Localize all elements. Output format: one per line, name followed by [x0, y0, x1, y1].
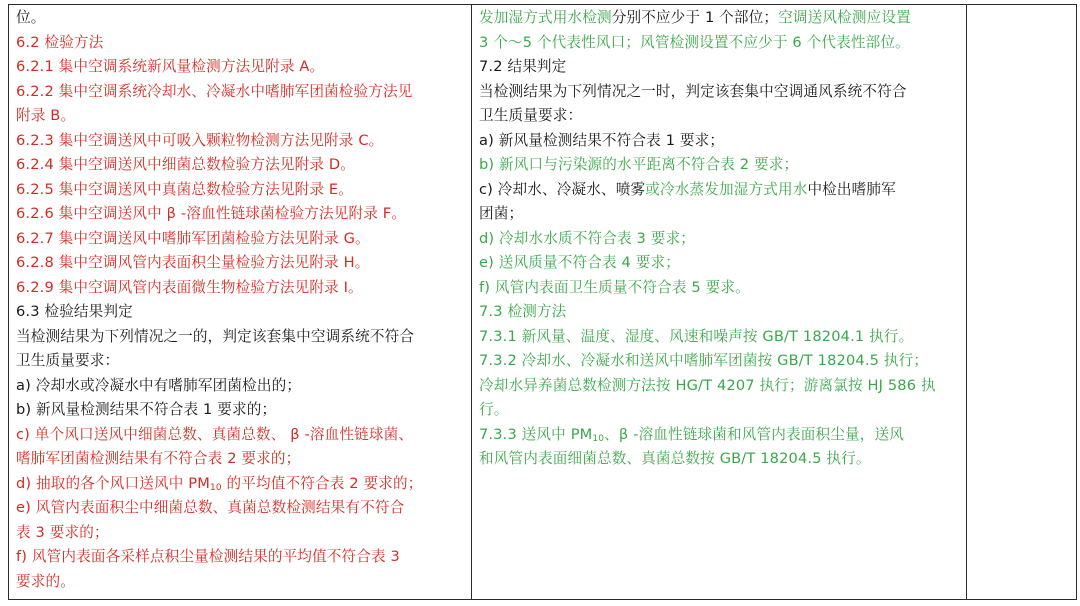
text-line: a) 冷却水或冷凝水中有嗜肺军团菌检出的； [16, 376, 302, 394]
text-line: c) 单个风口送风中细菌总数、真菌总数、 β -溶血性链球菌、 [16, 425, 414, 443]
right-column-cell [967, 5, 1077, 600]
text-line: 6.3 检验结果判定 [16, 303, 133, 320]
text-segment: 或冷水蒸发加湿方式用水 [645, 180, 808, 198]
text-line: 7.3 检测方法 [479, 303, 567, 320]
text-line: 6.2.8 集中空调风管内表面积尘量检验方法见附录 H。 [16, 254, 370, 271]
text-segment: 空调送风检测应设置 [778, 9, 911, 26]
text-line: b) 新风口与污染源的水平距离不符合表 2 要求； [479, 156, 799, 173]
text-line: 6.2.9 集中空调风管内表面微生物检验方法见附录 I。 [16, 278, 363, 296]
text-line: 卫生质量要求： [16, 352, 120, 369]
text-segment: d) 抽取的各个风口送风中 PM [16, 474, 210, 492]
text-line: 6.2 检验方法 [16, 33, 104, 51]
middle-column-cell [472, 5, 967, 600]
subscript: 10 [209, 482, 222, 493]
text-line: f) 风管内表面各采样点积尘量检测结果的平均值不符合表 3 [16, 548, 400, 565]
text-line: 位。 [16, 9, 46, 26]
text-line: e) 风管内表面积尘中细菌总数、真菌总数检测结果有不符合 [16, 499, 405, 516]
text-line: 6.2.1 集中空调系统新风量检测方法见附录 A。 [16, 58, 325, 75]
text-line: 当检测结果为下列情况之一的，判定该套集中空调系统不符合 [16, 327, 415, 345]
text-line [479, 423, 960, 448]
comparison-table [8, 4, 1077, 600]
text-line: 6.2.3 集中空调送风中可吸入颗粒物检测方法见附录 C。 [16, 131, 384, 149]
text-line: 7.3.2 冷却水、冷凝水和送风中嗜肺军团菌按 GB/T 18204.5 执行； [479, 352, 929, 369]
table-row [9, 5, 1077, 600]
text-line: 6.2.2 集中空调系统冷却水、冷凝水中嗜肺军团菌检验方法见 [16, 82, 413, 100]
text-line: 团菌； [479, 205, 524, 222]
text-segment: 的平均值不符合表 2 要求的； [221, 474, 423, 492]
text-line: 7.3.1 新风量、温度、湿度、风速和噪声按 GB/T 18204.1 执行。 [479, 327, 914, 345]
text-line: 6.2.7 集中空调送风中嗜肺军团菌检验方法见附录 G。 [16, 229, 370, 247]
text-line [16, 472, 465, 497]
text-line: 要求的。 [16, 572, 75, 590]
left-column-cell [9, 5, 472, 600]
text-line: b) 新风量检测结果不符合表 1 要求的； [16, 401, 277, 418]
text-segment: 7.3.3 送风中 PM [479, 425, 593, 443]
text-line: 3 个～5 个代表性风口；风管检测设置不应少于 6 个代表性部位。 [479, 33, 910, 51]
text-segment: 中检出嗜肺军 [807, 180, 896, 198]
text-line: d) 冷却水水质不符合表 3 要求； [479, 229, 695, 247]
text-line: e) 送风质量不符合表 4 要求； [479, 254, 680, 271]
text-line: f) 风管内表面卫生质量不符合表 5 要求。 [479, 278, 750, 296]
text-line: 卫生质量要求： [479, 107, 583, 124]
text-line: 6.2.6 集中空调送风中 β -溶血性链球菌检验方法见附录 F。 [16, 205, 407, 222]
text-line: 嗜肺军团菌检测结果有不符合表 2 要求的； [16, 450, 301, 467]
text-segment: 、β -溶血性链球菌和风管内表面积尘量，送风 [604, 425, 904, 443]
text-line [479, 178, 960, 203]
text-segment: 发加湿方式用水检测 [479, 9, 612, 26]
text-line: 行。 [479, 401, 509, 418]
text-line: 6.2.5 集中空调送风中真菌总数检验方法见附录 E。 [16, 180, 353, 198]
text-line: 6.2.4 集中空调送风中细菌总数检验方法见附录 D。 [16, 156, 355, 173]
text-line: 7.2 结果判定 [479, 58, 567, 75]
text-line: a) 新风量检测结果不符合表 1 要求； [479, 131, 725, 149]
text-line: 冷却水异养菌总数检测方法按 HG/T 4207 执行；游离氯按 HJ 586 执 [479, 376, 936, 394]
text-line: 附录 B。 [16, 107, 76, 124]
text-line: 当检测结果为下列情况之一时，判定该套集中空调通风系统不符合 [479, 82, 907, 100]
text-line [479, 6, 960, 31]
text-segment: c) 冷却水、冷凝水、喷雾 [479, 180, 646, 198]
text-line: 和风管内表面细菌总数、真菌总数按 GB/T 18204.5 执行。 [479, 450, 871, 467]
text-segment: 分别不应少于 1 个部位； [611, 9, 779, 26]
subscript: 10 [592, 433, 605, 444]
text-line: 表 3 要求的； [16, 523, 109, 541]
